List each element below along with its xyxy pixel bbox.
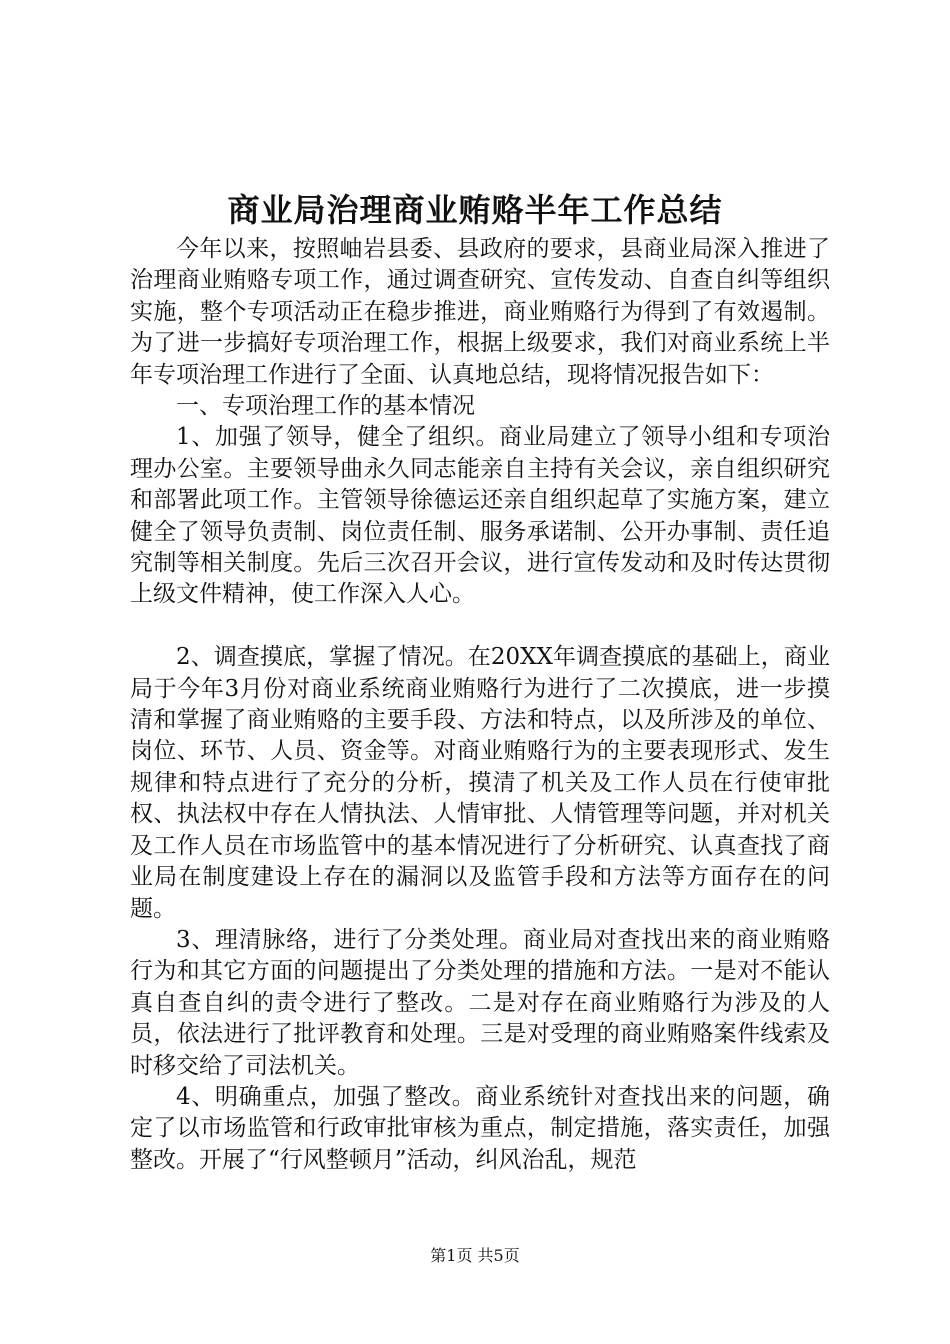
- section-heading: 一、专项治理工作的基本情况: [176, 393, 475, 420]
- paragraph-item-1: 1、加强了领导，健全了组织。商业局建立了领导小组和专项治理办公室。主要领导曲永久同志能亲自主持有关会议，亲自组织研究和部署此项工作。主管领导徐德运还亲自组织起草了实施方案，建立健全了领导负责制、岗位责任制、服务承诺制、公开办事制、责任追究制等相关制度。先后三次召开会议，进行宣传发动和及时传达贯彻上级文件精神，使工作深入人心。: [130, 424, 830, 608]
- paragraph-item-3: 3、理清脉络，进行了分类处理。商业局对查找出来的商业贿赂行为和其它方面的问题提出了分类处理的措施和方法。一是对不能认真自查自纠的责令进行了整改。二是对存在商业贿赂行为涉及的人员，依法进行了批评教育和处理。三是对受理的商业贿赂案件线索及时移交给了司法机关。: [130, 926, 830, 1079]
- intro-paragraph: 今年以来，按照岫岩县委、县政府的要求，县商业局深入推进了治理商业贿赂专项工作，通过调查研究、宣传发动、自查自纠等组织实施，整个专项活动正在稳步推进，商业贿赂行为得到了有效遏制。为了进一步搞好专项治理工作，根据上级要求，我们对商业系统上半年专项治理工作进行了全面、认真地总结，现将情况报告如下：: [130, 236, 830, 388]
- page-footer: 第1页 共5页: [430, 1246, 520, 1265]
- paragraph-spacer: [130, 611, 830, 642]
- document-body: [130, 234, 830, 1176]
- paragraph-item-2: 2、调查摸底，掌握了情况。在20XX年调查摸底的基础上，商业局于今年3月份对商业系统商业贿赂行为进行了二次摸底，进一步摸清和掌握了商业贿赂的主要手段、方法和特点，以及所涉及的单位、岗位、环节、人员、资金等。对商业贿赂行为的主要表现形式、发生规律和特点进行了充分的分析，摸清了机关及工作人员在行使审批权、执法权中存在人情执法、人情审批、人情管理等问题，并对机关及工作人员在市场监管中的基本情况进行了分析研究、认真查找了商业局在制度建设上存在的漏洞以及监管手段和方法等方面存在的问题。: [130, 644, 830, 922]
- document-title: 商业局治理商业贿赂半年工作总结: [227, 191, 723, 229]
- paragraph-item-4: 4、明确重点，加强了整改。商业系统针对查找出来的问题，确定了以市场监管和行政审批审核为重点，制定措施，落实责任，加强整改。开展了“行风整顿月”活动，纠风治乱，规范: [130, 1083, 830, 1173]
